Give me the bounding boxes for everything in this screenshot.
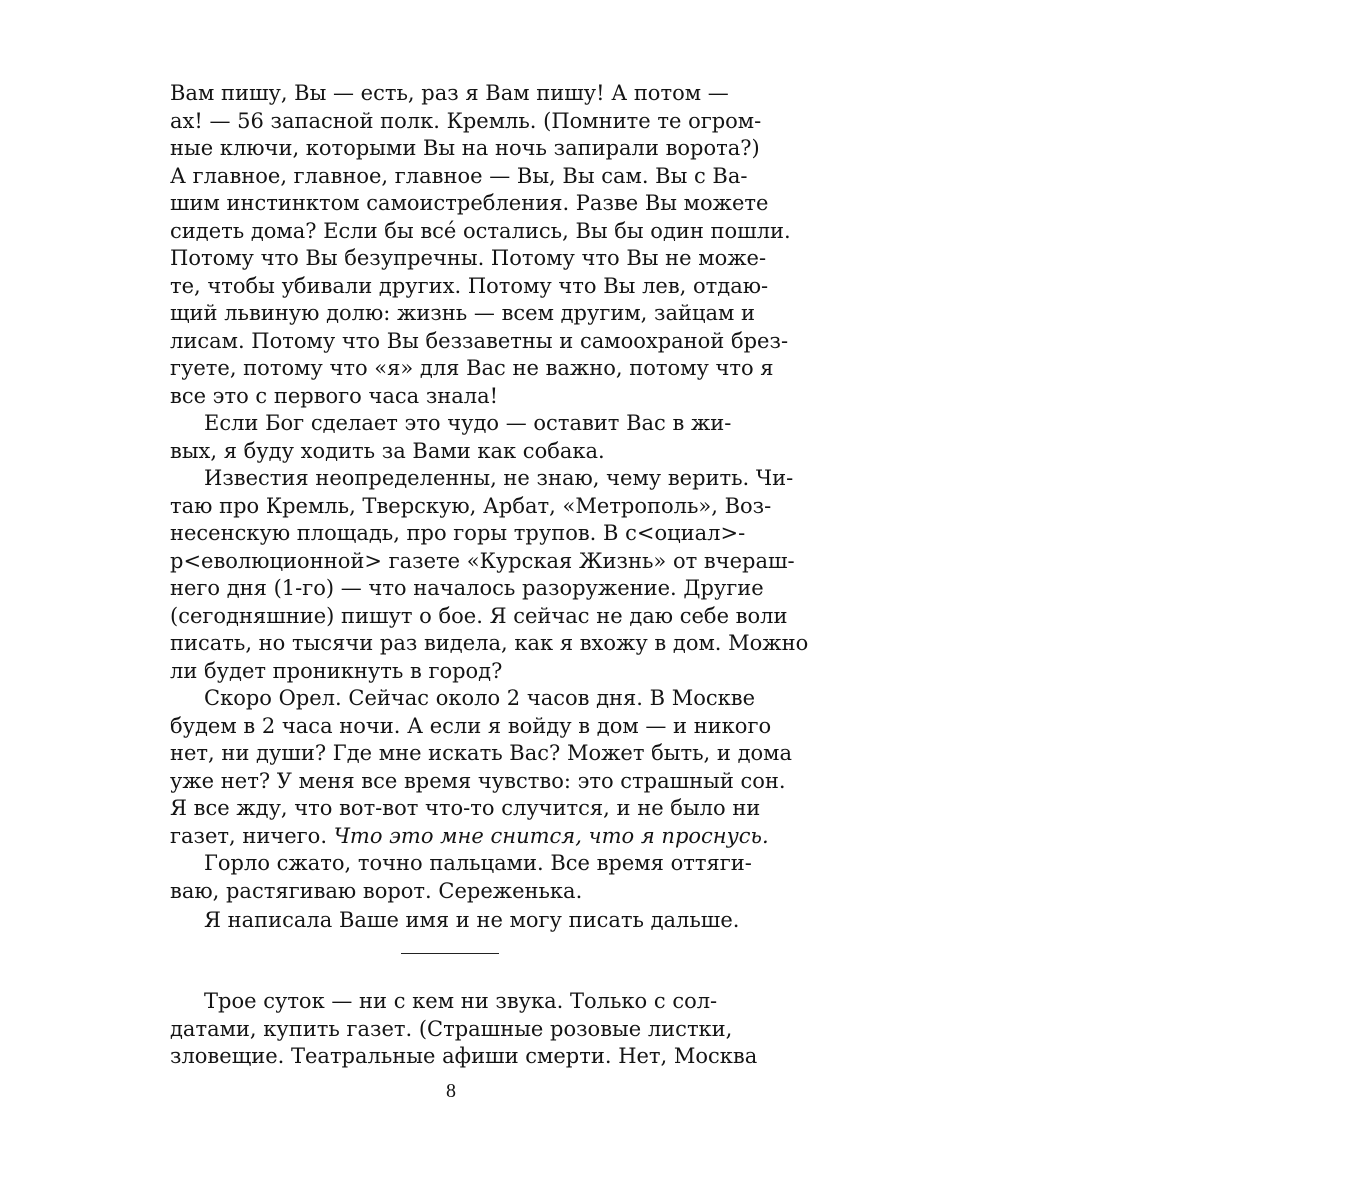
text-line: датами, купить газет. (Страшные розовые листки, [170, 1016, 733, 1041]
text-line: зловещие. Театральные афиши смерти. Нет, Москва [170, 1044, 758, 1068]
text-line: Трое суток — ни с кем ни звука. Только с сол- [204, 989, 718, 1013]
text-line: сидеть дома? Если бы все́ остались, Вы бы один пошли. [170, 218, 791, 243]
text-line [170, 823, 769, 851]
text-line: него дня (1-го) — что началось разоружение. Другие [170, 576, 764, 600]
book-page [170, 80, 809, 1140]
text-line: Горло сжато, точно пальцами. Все время оттяги- [204, 851, 752, 875]
section-divider [401, 953, 499, 954]
text-line: Вам пишу, Вы — есть, раз я Вам пишу! А потом — [170, 81, 729, 105]
text-line: р<еволюционной> газете «Курская Жизнь» от вчераш- [170, 548, 795, 573]
text-line: таю про Кремль, Тверскую, Арбат, «Метрополь», Воз- [170, 493, 772, 518]
paragraph-3 [170, 465, 809, 685]
text-line: Потому что Вы безупречны. Потому что Вы не може- [170, 246, 767, 270]
text-line: вых, я буду ходить за Вами как собака. [170, 438, 605, 463]
text-line: А главное, главное, главное — Вы, Вы сам. Вы с Ва- [170, 163, 748, 188]
text-line: все это с первого часа знала! [170, 383, 499, 408]
text-line: писать, но тысячи раз видела, как я вхожу в дом. Можно [170, 631, 809, 655]
text-line: ли будет проникнуть в город? [170, 658, 503, 683]
text-line: ваю, растягиваю ворот. Сереженька. [170, 878, 583, 903]
paragraph-5 [170, 850, 752, 905]
page-number: 8 [446, 1080, 456, 1102]
text-line: нет, ни души? Где мне искать Вас? Может быть, и дома [170, 741, 792, 765]
paragraph-6 [170, 907, 740, 935]
text-line: ные ключи, которыми Вы на ночь запирали ворота?) [170, 136, 760, 160]
paragraph-7 [170, 988, 758, 1071]
paragraph-1 [170, 80, 791, 410]
text-line: щий львиную долю: жизнь — всем другим, зайцам и [170, 301, 756, 325]
text-line: лисам. Потому что Вы беззаветны и самоохраной брез- [170, 328, 789, 353]
text-line: уже нет? У меня все время чувство: это страшный сон. [170, 768, 786, 793]
text-italic-quote: Что это мне снится, что я проснусь. [333, 823, 769, 848]
text-line: Известия неопределенны, не знаю, чему верить. Чи- [204, 466, 794, 490]
text-line: гуете, потому что «я» для Вас не важно, потому что я [170, 356, 774, 380]
text-line: Скоро Орел. Сейчас около 2 часов дня. В Москве [204, 686, 756, 710]
text-line: будем в 2 часа ночи. А если я войду в дом — и никого [170, 713, 772, 738]
text-line: несенскую площадь, про горы трупов. В с<оциал>- [170, 521, 746, 545]
text-line: шим инстинктом самоистребления. Разве Вы можете [170, 191, 769, 215]
text-line: ах! — 56 запасной полк. Кремль. (Помните те огром- [170, 108, 762, 133]
text-plain: газет, ничего. [170, 823, 327, 848]
text-line: (сегодняшние) пишут о бое. Я сейчас не даю себе воли [170, 603, 788, 628]
text-line: Если Бог сделает это чудо — оставит Вас в жи- [204, 411, 732, 435]
paragraph-4 [170, 685, 792, 850]
paragraph-2 [170, 410, 732, 465]
text-line: Я написала Ваше имя и не могу писать дальше. [204, 908, 740, 932]
text-line: Я все жду, что вот-вот что-то случится, и не было ни [170, 796, 761, 820]
text-line: те, чтобы убивали других. Потому что Вы лев, отдаю- [170, 273, 769, 298]
